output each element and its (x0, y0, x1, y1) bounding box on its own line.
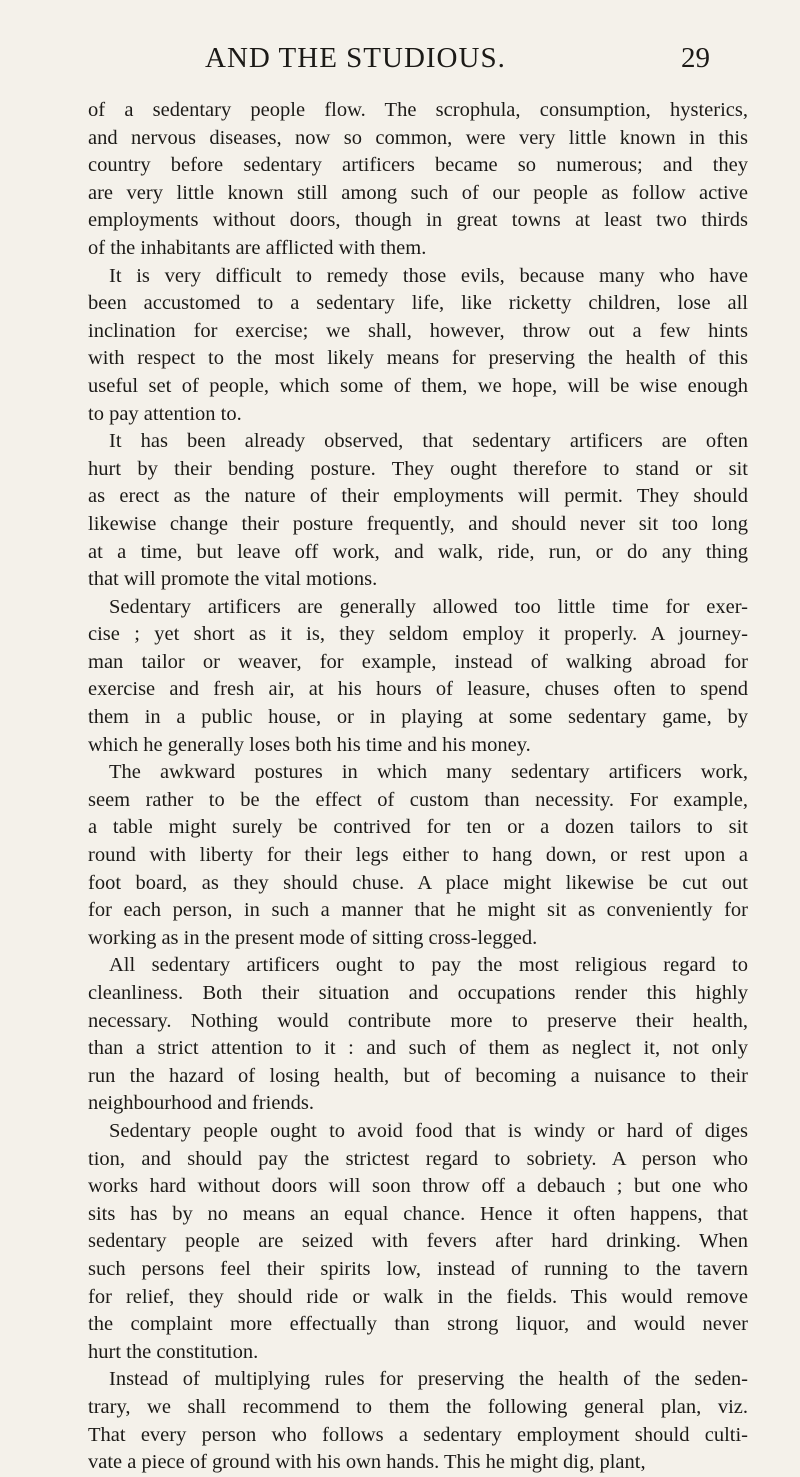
text-line: of a sedentary people flow. The scrophula, consumption, hysterics, (88, 99, 748, 121)
text-line: sits has by no means an equal chance. Hence it often happens, that (88, 1202, 748, 1225)
text-line: round with liberty for their legs either to hang down, or rest upon a (88, 844, 748, 867)
text-line: at a time, but leave off work, and walk, ride, run, or do any thing (88, 540, 748, 563)
text-line: cise ; yet short as it is, they seldom employ it properly. A journey- (88, 623, 748, 646)
text-line: run the hazard of losing health, but of becoming a nuisance to their (88, 1064, 748, 1087)
paragraph (88, 428, 748, 594)
paragraph (88, 1118, 748, 1366)
text-line: employments without doors, though in great towns at least two thirds (88, 209, 748, 232)
text-line: man tailor or weaver, for example, instead of walking abroad for (88, 650, 748, 673)
page-number: 29 (681, 42, 710, 74)
text-line: It is very difficult to remedy those evils, because many who have (109, 264, 748, 287)
text-line: of the inhabitants are afflicted with them. (88, 236, 427, 259)
text-line: as erect as the nature of their employments will permit. They should (88, 485, 748, 508)
paragraph (88, 97, 748, 263)
text-line: the complaint more effectually than strong liquor, and would never (88, 1313, 748, 1336)
text-line: hurt the constitution. (88, 1340, 259, 1363)
text-line: for each person, in such a manner that he might sit as conveniently for (88, 899, 748, 922)
paragraph (88, 1366, 748, 1476)
text-line: them in a public house, or in playing at some sedentary game, by (88, 706, 748, 729)
paragraph (88, 263, 748, 429)
body-text (88, 97, 748, 1477)
text-line: been accustomed to a sedentary life, like ricketty children, lose all (88, 292, 748, 315)
text-line: Sedentary people ought to avoid food that is windy or hard of diges (109, 1119, 748, 1142)
text-line: cleanliness. Both their situation and occupations render this highly (88, 982, 748, 1004)
text-line: and nervous diseases, now so common, were very little known in this (88, 126, 748, 149)
text-line: Sedentary artificers are generally allowed too little time for exer- (109, 595, 748, 618)
text-line: All sedentary artificers ought to pay the most religious regard to (109, 954, 748, 977)
paragraph (88, 759, 748, 952)
text-line: with respect to the most likely means for preserving the health of this (88, 347, 748, 370)
text-line: country before sedentary artificers became so numerous; and they (88, 154, 748, 177)
text-line: The awkward postures in which many sedentary artificers work, (109, 761, 748, 784)
text-line: vate a piece of ground with his own hands. This he might dig, plant, (88, 1451, 646, 1474)
running-title: AND THE STUDIOUS. (205, 42, 506, 74)
text-line: that will promote the vital motions. (88, 568, 378, 591)
text-line: likewise change their posture frequently, and should never sit too long (88, 512, 748, 535)
text-line: seem rather to be the effect of custom than necessity. For example, (88, 788, 748, 811)
text-line: It has been already observed, that sedentary artificers are often (109, 430, 748, 453)
text-line: That every person who follows a sedentary employment should culti- (88, 1423, 748, 1446)
text-line: neighbourhood and friends. (88, 1092, 315, 1115)
text-line: such persons feel their spirits low, instead of running to the tavern (88, 1257, 748, 1280)
text-line: foot board, as they should chuse. A place might likewise be cut out (88, 871, 748, 894)
text-line: exercise and fresh air, at his hours of leasure, chuses often to spend (88, 678, 748, 701)
text-line: to pay attention to. (88, 402, 242, 425)
page-header (0, 42, 800, 82)
text-line: Instead of multiplying rules for preserving the health of the seden- (109, 1368, 748, 1391)
text-line: working as in the present mode of sitting cross-legged. (88, 926, 538, 949)
text-line: which he generally loses both his time and his money. (88, 733, 531, 756)
paragraph (88, 952, 748, 1118)
text-line: than a strict attention to it : and such of them as neglect it, not only (88, 1037, 748, 1060)
text-line: works hard without doors will soon throw off a debauch ; but one who (88, 1175, 748, 1198)
text-line: necessary. Nothing would contribute more to preserve their health, (88, 1009, 748, 1032)
text-line: hurt by their bending posture. They ought therefore to stand or sit (88, 457, 748, 480)
paragraph (88, 594, 748, 760)
text-line: are very little known still among such of our people as follow active (88, 181, 748, 204)
text-line: useful set of people, which some of them, we hope, will be wise enough (88, 374, 748, 397)
text-line: trary, we shall recommend to them the following general plan, viz. (88, 1395, 748, 1418)
text-line: for relief, they should ride or walk in the fields. This would remove (88, 1285, 748, 1308)
text-line: sedentary people are seized with fevers after hard drinking. When (88, 1230, 748, 1253)
text-line: a table might surely be contrived for ten or a dozen tailors to sit (88, 816, 748, 839)
text-line: tion, and should pay the strictest regard to sobriety. A person who (88, 1147, 748, 1170)
text-line: inclination for exercise; we shall, however, throw out a few hints (88, 319, 748, 342)
